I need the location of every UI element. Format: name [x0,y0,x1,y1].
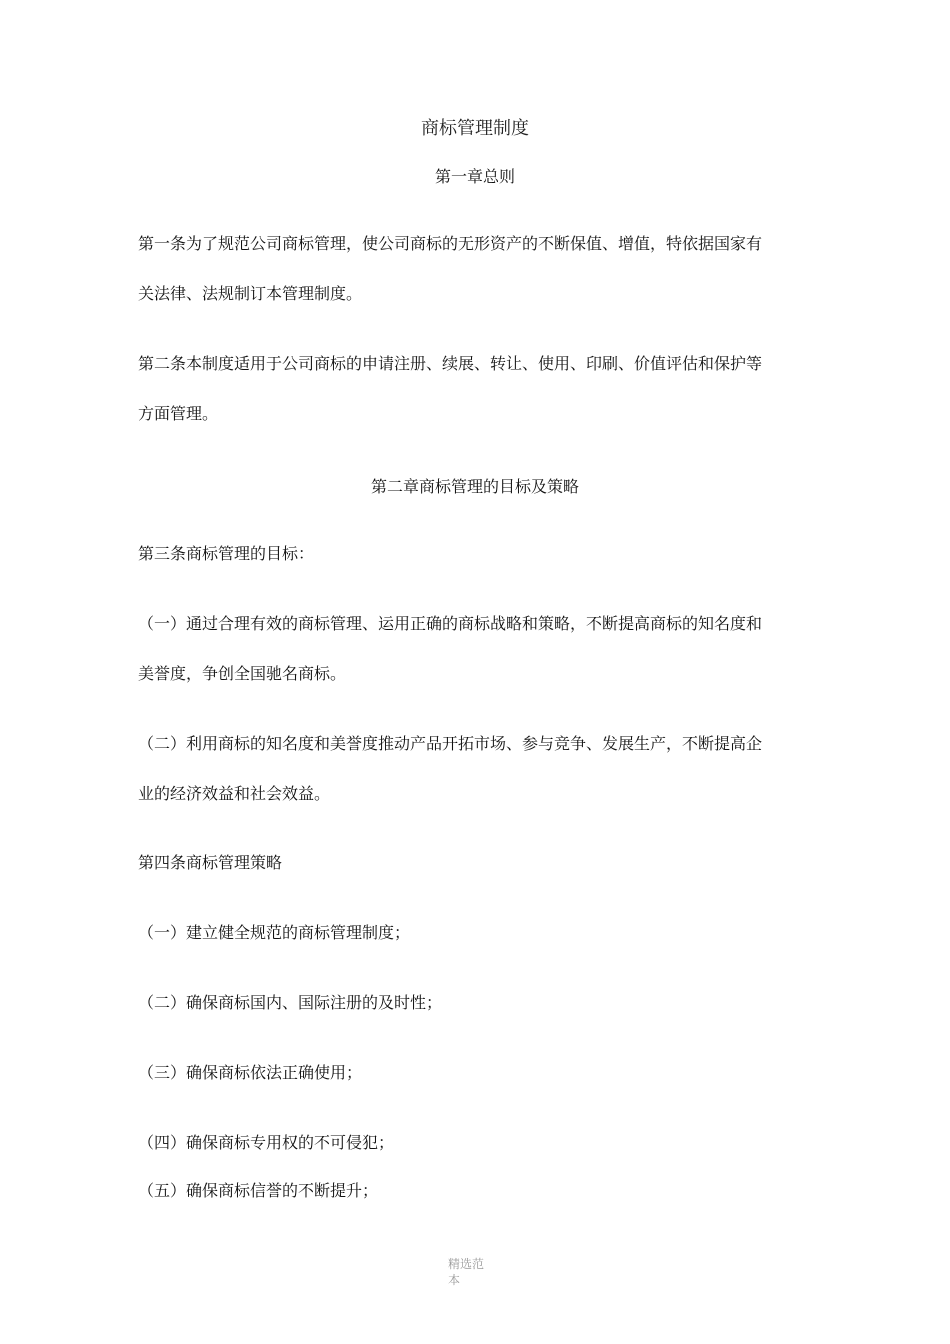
article-2-line-2: 方面管理。 [138,404,219,423]
strategy-item: （一）建立健全规范的商标管理制度； [138,923,411,942]
article-3: 第三条商标管理的目标： [138,544,315,563]
article-1-line-1: 第一条为了规范公司商标管理，使公司商标的无形资产的不断保值、增值，特依据国家有 [138,234,763,253]
chapter-1-heading: 第一章总则 [434,167,515,186]
footer-line-1: 精选范 [448,1257,485,1271]
strategy-item: （三）确保商标依法正确使用； [138,1063,363,1082]
footer-line-2: 本 [448,1273,461,1287]
document-title: 商标管理制度 [421,118,529,139]
goal-2-line-1: （二）利用商标的知名度和美誉度推动产品开拓市场、参与竞争、发展生产，不断提高企 [138,734,763,753]
chapter-2-heading: 第二章商标管理的目标及策略 [370,477,579,496]
strategy-item: （二）确保商标国内、国际注册的及时性； [138,993,443,1012]
page-footer [448,1256,496,1288]
goal-1-line-1: （一）通过合理有效的商标管理、运用正确的商标战略和策略，不断提高商标的知名度和 [138,614,763,633]
strategy-item: （五）确保商标信誉的不断提升； [138,1181,379,1200]
article-2-line-1: 第二条本制度适用于公司商标的申请注册、续展、转让、使用、印刷、价值评估和保护等 [138,354,763,373]
strategy-item: （四）确保商标专用权的不可侵犯； [138,1133,395,1152]
article-1-line-2: 关法律、法规制订本管理制度。 [138,284,363,303]
goal-1-line-2: 美誉度，争创全国驰名商标。 [138,664,347,683]
article-4: 第四条商标管理策略 [138,853,283,872]
goal-2-line-2: 业的经济效益和社会效益。 [138,784,331,803]
